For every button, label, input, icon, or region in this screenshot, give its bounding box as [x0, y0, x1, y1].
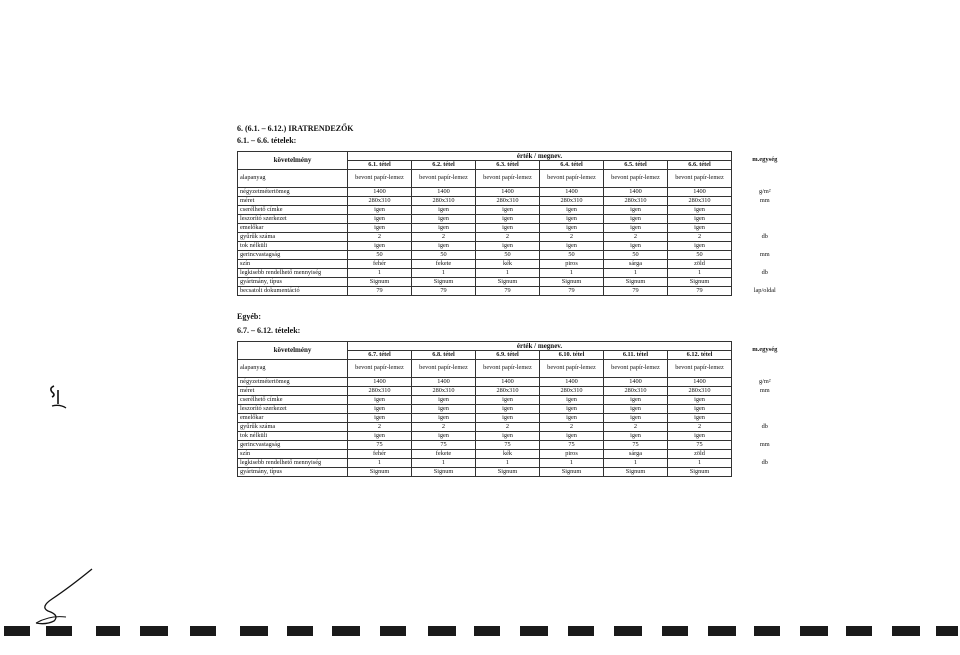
requirement-cell: méret	[238, 387, 348, 396]
unit-cell	[732, 224, 798, 233]
value-cell: 2	[412, 423, 476, 432]
value-cell: igen	[476, 414, 540, 423]
requirement-cell: becsatolt dokumentáció	[238, 287, 348, 296]
column-header: 6.5. tétel	[604, 161, 668, 170]
value-cell: 1400	[348, 188, 412, 197]
value-cell: bevont papír-lemez	[412, 170, 476, 188]
value-header: érték / megnev.	[348, 342, 732, 351]
header-row	[238, 152, 798, 161]
requirement-header: követelmény	[238, 342, 348, 360]
value-cell: zöld	[668, 450, 732, 459]
value-cell: igen	[540, 224, 604, 233]
table-row	[238, 206, 798, 215]
value-cell: igen	[540, 414, 604, 423]
value-cell: igen	[540, 432, 604, 441]
table-row	[238, 387, 798, 396]
value-cell: 50	[540, 251, 604, 260]
value-cell: Signum	[476, 278, 540, 287]
value-cell: igen	[476, 206, 540, 215]
value-cell: igen	[604, 242, 668, 251]
value-cell: igen	[348, 242, 412, 251]
column-header: 6.12. tétel	[668, 351, 732, 360]
value-cell: 1400	[540, 188, 604, 197]
unit-cell	[732, 260, 798, 269]
value-cell: 2	[668, 423, 732, 432]
requirement-cell: gyűrűk száma	[238, 423, 348, 432]
value-cell: piros	[540, 260, 604, 269]
requirement-cell: emelőkar	[238, 414, 348, 423]
value-cell: 79	[412, 287, 476, 296]
unit-header: m.egység	[752, 156, 778, 164]
value-cell: Signum	[540, 468, 604, 477]
value-cell: fekete	[412, 260, 476, 269]
subsection-title-2: 6.7. – 6.12. tételek:	[237, 326, 301, 335]
value-cell: 1	[668, 459, 732, 468]
unit-cell: mm	[759, 196, 770, 204]
table-row	[238, 188, 798, 197]
unit-cell	[732, 450, 798, 459]
requirement-cell: cserélhető címke	[238, 396, 348, 405]
value-cell: 1	[412, 459, 476, 468]
table-row	[238, 215, 798, 224]
column-header: 6.4. tétel	[540, 161, 604, 170]
value-cell: 280x310	[668, 197, 732, 206]
value-cell: 75	[412, 441, 476, 450]
value-cell: igen	[412, 215, 476, 224]
column-header: 6.6. tétel	[668, 161, 732, 170]
table-row	[238, 468, 798, 477]
value-cell: 2	[348, 423, 412, 432]
table-row	[238, 414, 798, 423]
column-header: 6.9. tétel	[476, 351, 540, 360]
table-row	[238, 423, 798, 432]
spec-table-2	[237, 341, 798, 477]
value-cell: Signum	[412, 278, 476, 287]
section-title: 6. (6.1. – 6.12.) IRATRENDEZŐK	[237, 124, 354, 133]
value-cell: 1400	[668, 378, 732, 387]
requirement-cell: gerincvastagság	[238, 441, 348, 450]
value-cell: igen	[476, 224, 540, 233]
value-cell: igen	[348, 414, 412, 423]
value-cell: 75	[540, 441, 604, 450]
value-cell: 280x310	[604, 387, 668, 396]
value-cell: 280x310	[604, 197, 668, 206]
value-cell: 280x310	[476, 197, 540, 206]
value-cell: bevont papír-lemez	[540, 170, 604, 188]
value-cell: kék	[476, 260, 540, 269]
unit-cell	[732, 432, 798, 441]
value-cell: igen	[604, 396, 668, 405]
value-cell: Signum	[668, 468, 732, 477]
value-cell: 2	[604, 233, 668, 242]
value-cell: igen	[476, 432, 540, 441]
unit-cell: mm	[759, 440, 770, 448]
value-cell: Signum	[604, 278, 668, 287]
signature	[30, 565, 100, 627]
unit-cell: db	[761, 422, 768, 430]
value-cell: Signum	[476, 468, 540, 477]
value-cell: 280x310	[476, 387, 540, 396]
value-cell: 1400	[540, 378, 604, 387]
value-cell: 1	[604, 269, 668, 278]
value-cell: fehér	[348, 260, 412, 269]
value-cell: igen	[540, 242, 604, 251]
value-cell: igen	[604, 215, 668, 224]
value-cell: igen	[348, 224, 412, 233]
value-cell: igen	[668, 242, 732, 251]
requirement-cell: gyűrűk száma	[238, 233, 348, 242]
unit-cell: db	[761, 232, 768, 240]
value-cell: 75	[604, 441, 668, 450]
value-cell: 1	[668, 269, 732, 278]
table-row	[238, 459, 798, 468]
value-cell: igen	[604, 414, 668, 423]
value-cell: igen	[540, 206, 604, 215]
scan-edge-strip	[0, 626, 960, 640]
value-cell: igen	[604, 224, 668, 233]
value-cell: 79	[540, 287, 604, 296]
value-cell: igen	[604, 405, 668, 414]
table-row	[238, 233, 798, 242]
value-cell: 280x310	[348, 387, 412, 396]
value-cell: igen	[412, 206, 476, 215]
margin-mark	[48, 382, 72, 412]
unit-cell	[732, 278, 798, 287]
value-cell: 50	[604, 251, 668, 260]
value-header: érték / megnev.	[348, 152, 732, 161]
value-cell: igen	[348, 396, 412, 405]
requirement-cell: leszorító szerkezet	[238, 405, 348, 414]
value-cell: 1400	[412, 188, 476, 197]
value-cell: igen	[348, 432, 412, 441]
value-cell: bevont papír-lemez	[476, 170, 540, 188]
table-row	[238, 287, 798, 296]
unit-cell: db	[761, 268, 768, 276]
value-cell: 2	[540, 233, 604, 242]
value-cell: 1400	[348, 378, 412, 387]
requirement-cell: gerincvastagság	[238, 251, 348, 260]
requirement-cell: négyzetmétertömeg	[238, 188, 348, 197]
value-cell: 75	[476, 441, 540, 450]
value-cell: zöld	[668, 260, 732, 269]
value-cell: igen	[668, 414, 732, 423]
value-cell: igen	[668, 224, 732, 233]
value-cell: 50	[348, 251, 412, 260]
value-cell: bevont papír-lemez	[348, 170, 412, 188]
value-cell: 1	[348, 459, 412, 468]
other-label: Egyéb:	[237, 312, 261, 321]
unit-cell: g/m²	[758, 187, 771, 195]
value-cell: 79	[604, 287, 668, 296]
requirement-cell: leszorító szerkezet	[238, 215, 348, 224]
value-cell: igen	[348, 215, 412, 224]
value-cell: 1400	[412, 378, 476, 387]
table-row	[238, 269, 798, 278]
value-cell: bevont papír-lemez	[604, 360, 668, 378]
table-row	[238, 450, 798, 459]
unit-cell	[732, 468, 798, 477]
value-cell: bevont papír-lemez	[412, 360, 476, 378]
column-header: 6.7. tétel	[348, 351, 412, 360]
value-cell: 2	[476, 233, 540, 242]
value-cell: 2	[540, 423, 604, 432]
value-cell: bevont papír-lemez	[668, 170, 732, 188]
value-cell: 79	[476, 287, 540, 296]
value-cell: igen	[412, 432, 476, 441]
table-row	[238, 378, 798, 387]
value-cell: igen	[348, 405, 412, 414]
unit-cell	[732, 405, 798, 414]
unit-cell: mm	[759, 386, 770, 394]
value-cell: igen	[348, 206, 412, 215]
table-row	[238, 197, 798, 206]
value-cell: 50	[476, 251, 540, 260]
value-cell: igen	[412, 242, 476, 251]
table-row	[238, 278, 798, 287]
unit-cell	[732, 414, 798, 423]
column-header: 6.1. tétel	[348, 161, 412, 170]
table-row	[238, 242, 798, 251]
value-cell: igen	[668, 432, 732, 441]
value-cell: 2	[604, 423, 668, 432]
value-cell: igen	[604, 206, 668, 215]
spec-table-1	[237, 151, 798, 296]
value-cell: igen	[412, 396, 476, 405]
value-cell: igen	[604, 432, 668, 441]
value-cell: igen	[668, 396, 732, 405]
value-cell: igen	[412, 414, 476, 423]
value-cell: sárga	[604, 260, 668, 269]
value-cell: igen	[412, 405, 476, 414]
value-cell: 50	[412, 251, 476, 260]
requirement-cell: gyártmány, típus	[238, 278, 348, 287]
value-cell: 1	[540, 459, 604, 468]
value-cell: Signum	[348, 278, 412, 287]
requirement-cell: négyzetmétertömeg	[238, 378, 348, 387]
unit-cell: mm	[759, 250, 770, 258]
unit-cell	[732, 170, 798, 188]
requirement-cell: alapanyag	[238, 360, 348, 378]
value-cell: 1	[348, 269, 412, 278]
value-cell: bevont papír-lemez	[540, 360, 604, 378]
value-cell: 1	[540, 269, 604, 278]
unit-cell: lap/oldal	[753, 286, 776, 294]
unit-cell: db	[761, 458, 768, 466]
value-cell: igen	[540, 405, 604, 414]
value-cell: igen	[476, 405, 540, 414]
value-cell: 1400	[604, 188, 668, 197]
requirement-cell: legkisebb rendelhető mennyiség	[238, 459, 348, 468]
column-header: 6.2. tétel	[412, 161, 476, 170]
value-cell: 1	[604, 459, 668, 468]
requirement-cell: tok nélküli	[238, 432, 348, 441]
value-cell: Signum	[412, 468, 476, 477]
value-cell: Signum	[540, 278, 604, 287]
value-cell: 2	[668, 233, 732, 242]
value-cell: bevont papír-lemez	[348, 360, 412, 378]
unit-cell	[732, 206, 798, 215]
requirement-cell: emelőkar	[238, 224, 348, 233]
value-cell: 1	[476, 269, 540, 278]
value-cell: Signum	[348, 468, 412, 477]
value-cell: kék	[476, 450, 540, 459]
value-cell: Signum	[604, 468, 668, 477]
value-cell: igen	[668, 405, 732, 414]
value-cell: 280x310	[412, 197, 476, 206]
requirement-cell: szín	[238, 260, 348, 269]
column-header: 6.11. tétel	[604, 351, 668, 360]
value-cell: piros	[540, 450, 604, 459]
value-cell: 75	[668, 441, 732, 450]
unit-cell	[732, 396, 798, 405]
table-row	[238, 405, 798, 414]
value-cell: igen	[412, 224, 476, 233]
value-cell: igen	[476, 215, 540, 224]
column-header: 6.10. tétel	[540, 351, 604, 360]
value-cell: sárga	[604, 450, 668, 459]
value-cell: 1400	[476, 378, 540, 387]
table-row	[238, 360, 798, 378]
unit-cell	[732, 242, 798, 251]
value-cell: igen	[540, 215, 604, 224]
value-cell: Signum	[668, 278, 732, 287]
unit-cell	[732, 360, 798, 378]
value-cell: bevont papír-lemez	[604, 170, 668, 188]
value-cell: 2	[348, 233, 412, 242]
column-header: 6.3. tétel	[476, 161, 540, 170]
table-row	[238, 251, 798, 260]
value-cell: 1	[476, 459, 540, 468]
unit-cell	[732, 215, 798, 224]
value-cell: 50	[668, 251, 732, 260]
requirement-cell: cserélhető címke	[238, 206, 348, 215]
value-cell: 2	[476, 423, 540, 432]
requirement-cell: alapanyag	[238, 170, 348, 188]
value-cell: 79	[348, 287, 412, 296]
table-row	[238, 170, 798, 188]
value-cell: fehér	[348, 450, 412, 459]
value-cell: 280x310	[540, 387, 604, 396]
value-cell: 280x310	[668, 387, 732, 396]
value-cell: igen	[668, 206, 732, 215]
value-cell: 280x310	[348, 197, 412, 206]
requirement-cell: tok nélküli	[238, 242, 348, 251]
table-row	[238, 260, 798, 269]
header-row	[238, 342, 798, 351]
requirement-cell: legkisebb rendelhető mennyiség	[238, 269, 348, 278]
value-cell: igen	[668, 215, 732, 224]
value-cell: igen	[476, 396, 540, 405]
value-cell: 2	[412, 233, 476, 242]
unit-cell: g/m²	[758, 377, 771, 385]
value-cell: igen	[540, 396, 604, 405]
requirement-cell: szín	[238, 450, 348, 459]
subsection-title-1: 6.1. – 6.6. tételek:	[237, 136, 297, 145]
value-cell: igen	[476, 242, 540, 251]
table-row	[238, 441, 798, 450]
value-cell: fekete	[412, 450, 476, 459]
requirement-header: követelmény	[238, 152, 348, 170]
table-row	[238, 224, 798, 233]
value-cell: 1400	[604, 378, 668, 387]
value-cell: 280x310	[540, 197, 604, 206]
value-cell: 1400	[476, 188, 540, 197]
table-row	[238, 396, 798, 405]
value-cell: 79	[668, 287, 732, 296]
value-cell: 1400	[668, 188, 732, 197]
column-header: 6.8. tétel	[412, 351, 476, 360]
table-row	[238, 432, 798, 441]
value-cell: bevont papír-lemez	[668, 360, 732, 378]
value-cell: 1	[412, 269, 476, 278]
requirement-cell: méret	[238, 197, 348, 206]
value-cell: 280x310	[412, 387, 476, 396]
unit-header: m.egység	[752, 346, 778, 354]
requirement-cell: gyártmány, típus	[238, 468, 348, 477]
value-cell: 75	[348, 441, 412, 450]
value-cell: bevont papír-lemez	[476, 360, 540, 378]
